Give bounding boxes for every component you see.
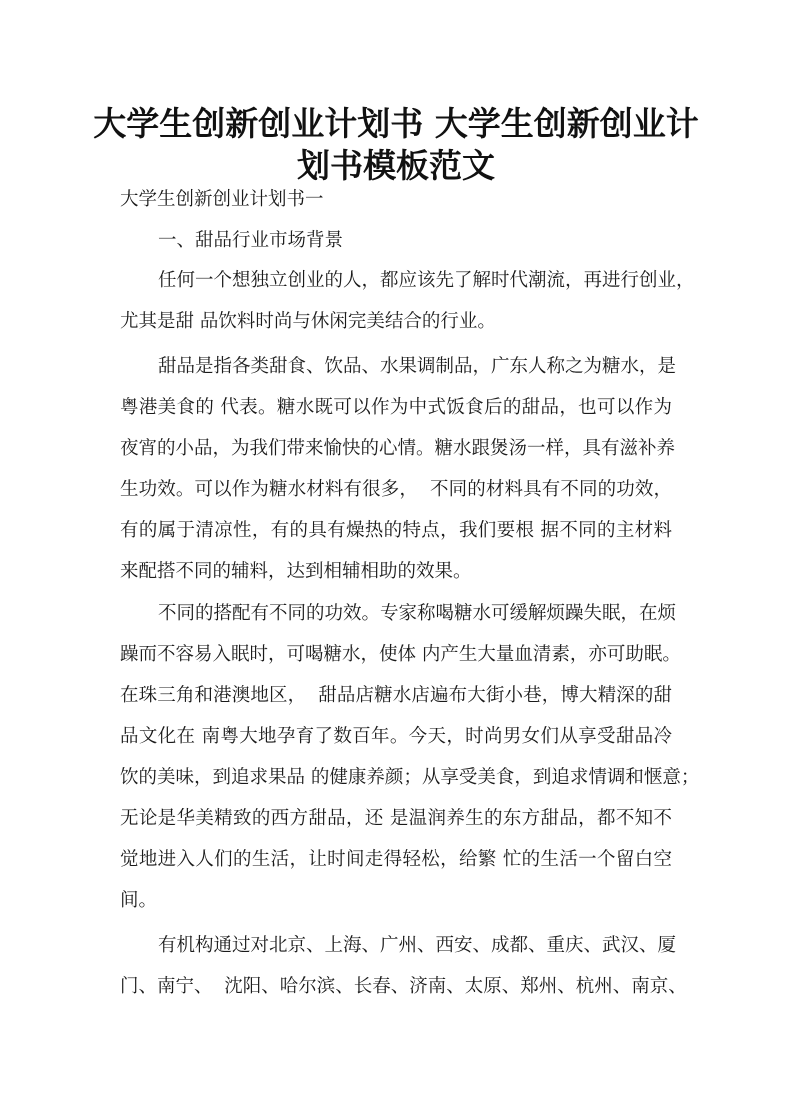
paragraph-line: 夜宵的小品，为我们带来愉快的心情。糖水跟煲汤一样，具有滋补养 (120, 438, 676, 459)
paragraph-line: 尤其是甜 品饮料时尚与休闲完美结合的行业。 (120, 311, 496, 332)
paragraph-line: 来配搭不同的辅料，达到相辅相助的效果。 (120, 561, 472, 582)
paragraph-line: 不同的搭配有不同的功效。专家称喝糖水可缓解烦躁失眠，在烦 (158, 603, 677, 624)
document-title-line-2: 划书模板范文 (297, 146, 495, 185)
paragraph-line: 品文化在 南粤大地孕育了数百年。今天，时尚男女们从享受甜品冷 (120, 726, 672, 747)
section-heading: 大学生创新创业计划书一 (120, 189, 324, 210)
paragraph-line: 门、南宁、 沈阳、哈尔滨、长春、济南、太原、郑州、杭州、南京、 (120, 976, 687, 997)
paragraph-line: 觉地进入人们的生活，让时间走得轻松，给繁 忙的生活一个留白空 (120, 849, 672, 870)
paragraph-line: 任何一个想独立创业的人，都应该先了解时代潮流，再进行创业， (158, 270, 695, 291)
paragraph-line: 无论是华美精致的西方甜品，还 是温润养生的东方甜品，都不知不 (120, 808, 672, 829)
paragraph-line: 间。 (120, 890, 158, 911)
paragraph-line: 饮的美味，到追求果品 的健康养颜；从享受美食，到追求情调和惬意； (120, 767, 700, 788)
paragraph-line: 在珠三角和港澳地区， 甜品店糖水店遍布大街小巷，博大精深的甜 (120, 685, 672, 706)
paragraph-line: 粤港美食的 代表。糖水既可以作为中式饭食后的甜品，也可以作为 (120, 397, 672, 418)
paragraph-line: 生功效。可以作为糖水材料有很多， 不同的材料具有不同的功效， (120, 479, 672, 500)
paragraph-line: 躁而不容易入眠时，可喝糖水，使体 内产生大量血清素，亦可助眠。 (120, 644, 681, 665)
subsection-heading: 一、甜品行业市场背景 (158, 230, 344, 251)
paragraph-line: 甜品是指各类甜食、饮品、水果调制品，广东人称之为糖水，是 (158, 356, 677, 377)
paragraph-line: 有的属于清凉性，有的具有燥热的特点，我们要根 据不同的主材料 (120, 520, 672, 541)
document-title-line-1: 大学生创新创业计划书 大学生创新创业计 (93, 104, 699, 143)
paragraph-line: 有机构通过对北京、上海、广州、西安、成都、重庆、武汉、厦 (158, 935, 677, 956)
